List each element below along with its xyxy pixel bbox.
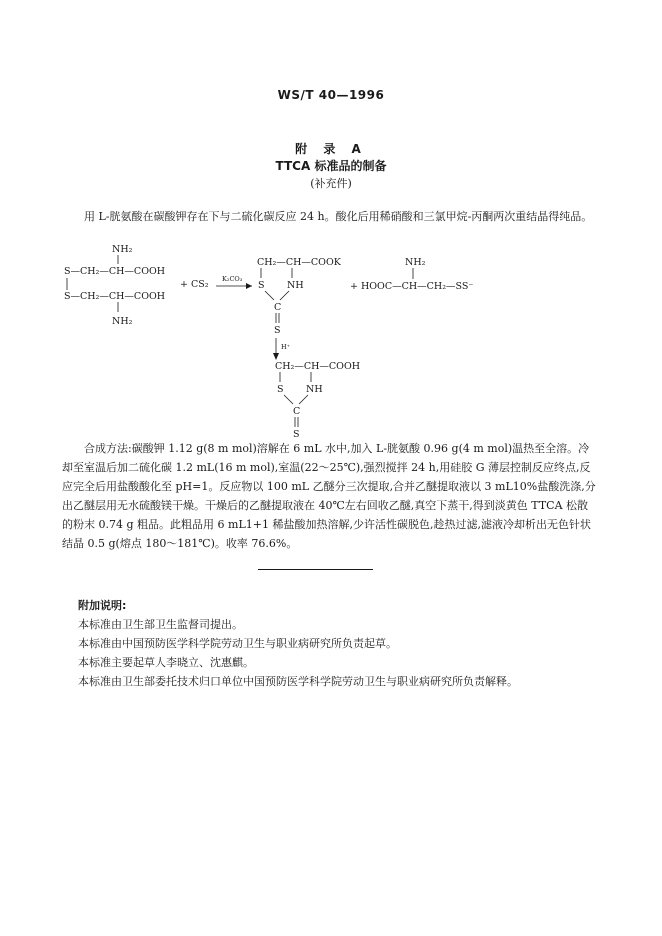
acid-label: H⁺ [281,343,291,351]
acidification-arrowhead [273,353,279,360]
cystine-nh2-top: NH₂ [112,244,133,255]
salt-top-chain: CH₂—CH—COOK [257,257,341,268]
ring-bond [299,395,308,404]
appendix-title: TTCA 标准品的制备 [275,159,387,173]
cystine-nh2-bottom: NH₂ [112,316,133,327]
synthesis-paragraph: 合成方法:碳酸钾 1.12 g(8 m mol)溶解在 6 mL 水中,加入 L-胱氨酸 0.96 g(4 m mol)温热至全溶。冷却至室温后加二硫化碳 1.2 mL(16 m mol),室温(22～25℃),强烈搅拌 24 h,用硅胶 G 薄层控制反应终点,反应完全后用盐酸酸化至 pH=1。反应物以 100 mL 乙醚分三次提取,合并乙醚提取液以 3 mL10%盐酸洗涤,分出乙醚层用无水硫酸镁干燥。干燥后的乙醚提取液在 40℃左右回收乙醚,真空下蒸干,得到淡黄色 TTCA 松散的粉末 0.74 g 粗品。此粗品用 6 mL1+1 稀盐酸加热溶解,少许活性碳脱色,趁热过滤,滤液冷却析出无色针状结晶 0.5 g(熔点 180～181℃)。收率 76.6%。 [62,442,596,550]
salt-ring-nh: NH [287,280,304,291]
product-top-chain: CH₂—CH—COOH [275,361,361,372]
product-ring-nh: NH [306,384,323,395]
cystine-row-2: S—CH₂—CH—COOH [64,291,166,302]
product-ring-c: C [293,406,301,417]
byproduct-nh2: NH₂ [405,257,426,268]
appendix-label: 附 录 A [295,142,367,156]
reaction-scheme [0,0,662,440]
appendix-note: (补充件) [310,177,352,190]
ring-bond [284,395,293,404]
notes-heading: 附加说明: [78,599,127,612]
plus-cs2: + CS₂ [180,279,209,290]
reagent-label: K₂CO₃ [222,275,243,283]
intro-paragraph: 用 L-胱氨酸在碳酸钾存在下与二硫化碳反应 24 h。酸化后用稀硝酸和三氯甲烷-丙酮两次重结晶得纯品。 [84,210,593,223]
product-ring-s: S [277,384,284,395]
salt-ring-s: S [258,280,265,291]
cystine-row-1: S—CH₂—CH—COOH [64,266,166,277]
standard-number-header: WS/T 40—1996 [277,88,385,102]
ring-bond [280,291,289,300]
notes-line: 本标准主要起草人李晓立、沈惠麒。 [78,656,254,669]
ring-bond [265,291,274,300]
notes-line: 本标准由中国预防医学科学院劳动卫生与职业病研究所负责起草。 [78,637,397,650]
notes-line: 本标准由卫生部卫生监督司提出。 [78,618,243,631]
reaction-arrowhead [246,283,252,289]
notes-line: 本标准由卫生部委托技术归口单位中国预防医学科学院劳动卫生与职业病研究所负责解释。 [78,675,518,688]
section-divider [258,569,373,570]
additional-notes [78,597,518,692]
salt-thione-s: S [274,325,281,336]
product-thione-s: S [293,429,300,440]
salt-ring-c: C [274,302,282,313]
byproduct-formula: + HOOC—CH—CH₂—SS⁻ [350,281,474,292]
